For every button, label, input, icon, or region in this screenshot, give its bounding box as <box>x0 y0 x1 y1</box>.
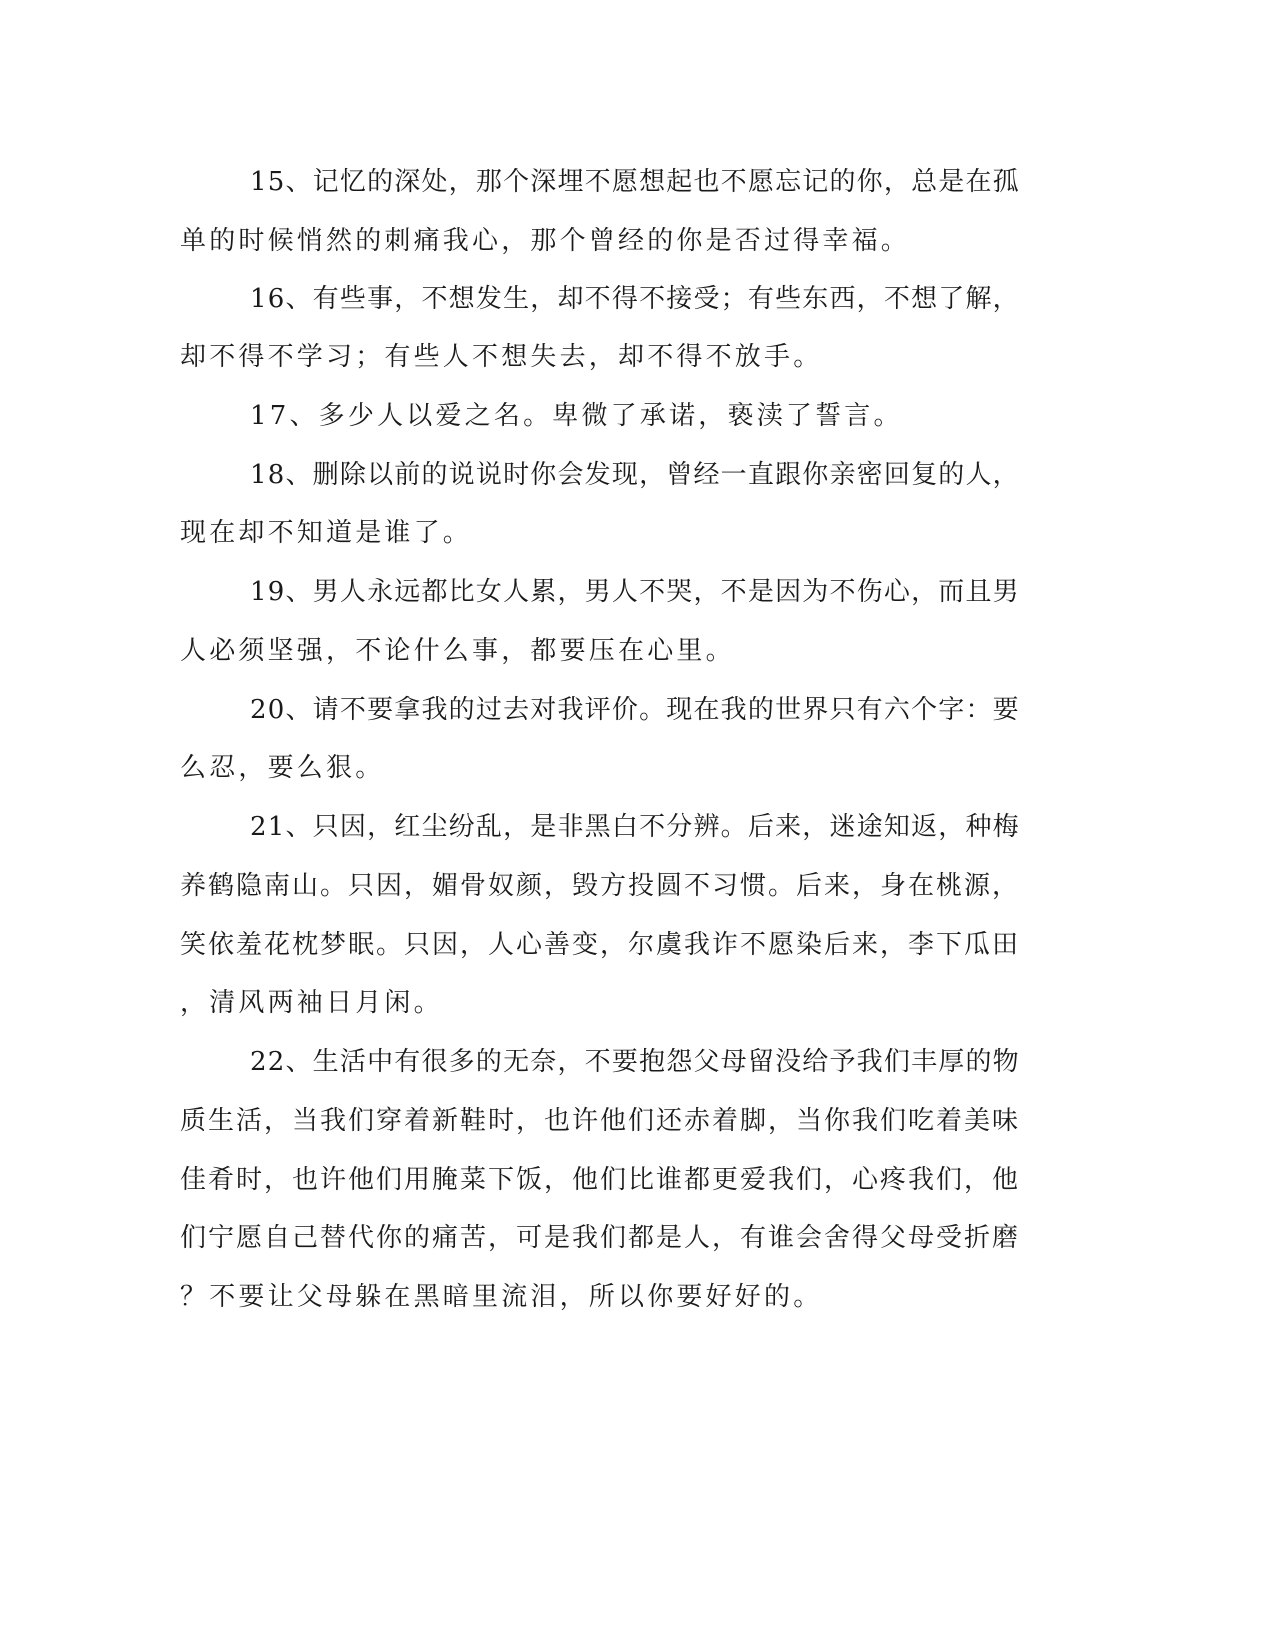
paragraph-16-line-2: 却不得不学习；有些人不想失去，却不得不放手。 <box>180 342 823 372</box>
paragraph-17-line-1: 17、多少人以爱之名。卑微了承诺，亵渎了誓言。 <box>250 401 903 431</box>
paragraph-22-line-5: ？不要让父母躲在黑暗里流泪，所以你要好好的。 <box>180 1282 823 1312</box>
paragraph-20-line-1: 20、请不要拿我的过去对我评价。现在我的世界只有六个字：要 <box>250 695 1020 725</box>
paragraph-21-line-1: 21、只因，红尘纷乱，是非黑白不分辨。后来，迷途知返，种梅 <box>250 812 1020 842</box>
paragraph-18-line-2: 现在却不知道是谁了。 <box>180 518 473 548</box>
paragraph-22-line-3: 佳肴时，也许他们用腌菜下饭，他们比谁都更爱我们，心疼我们，他 <box>180 1165 1021 1195</box>
paragraph-16-line-1: 16、有些事，不想发生，却不得不接受；有些东西，不想了解， <box>250 284 1020 314</box>
paragraph-15-line-2: 单的时候悄然的刺痛我心，那个曾经的你是否过得幸福。 <box>180 226 911 256</box>
paragraph-18-line-1: 18、删除以前的说说时你会发现，曾经一直跟你亲密回复的人， <box>250 460 1020 490</box>
paragraph-21-line-2: 养鹤隐南山。只因，媚骨奴颜，毁方投圆不习惯。后来，身在桃源， <box>180 871 1021 901</box>
paragraph-20-line-2: 么忍，要么狠。 <box>180 753 385 783</box>
paragraph-22-line-2: 质生活，当我们穿着新鞋时，也许他们还赤着脚，当你我们吃着美味 <box>180 1106 1021 1136</box>
paragraph-22-line-1: 22、生活中有很多的无奈，不要抱怨父母留没给予我们丰厚的物 <box>250 1047 1020 1077</box>
paragraph-15-line-1: 15、记忆的深处，那个深埋不愿想起也不愿忘记的你，总是在孤 <box>250 167 1020 197</box>
paragraph-19-line-2: 人必须坚强，不论什么事，都要压在心里。 <box>180 636 735 666</box>
paragraph-22-line-4: 们宁愿自己替代你的痛苦，可是我们都是人，有谁会舍得父母受折磨 <box>180 1223 1021 1253</box>
paragraph-21-line-4: ，清风两袖日月闲。 <box>180 988 443 1018</box>
paragraph-21-line-3: 笑依羞花枕梦眠。只因，人心善变，尔虞我诈不愿染后来，李下瓜田 <box>180 930 1021 960</box>
paragraph-19-line-1: 19、男人永远都比女人累，男人不哭，不是因为不伤心，而且男 <box>250 577 1020 607</box>
